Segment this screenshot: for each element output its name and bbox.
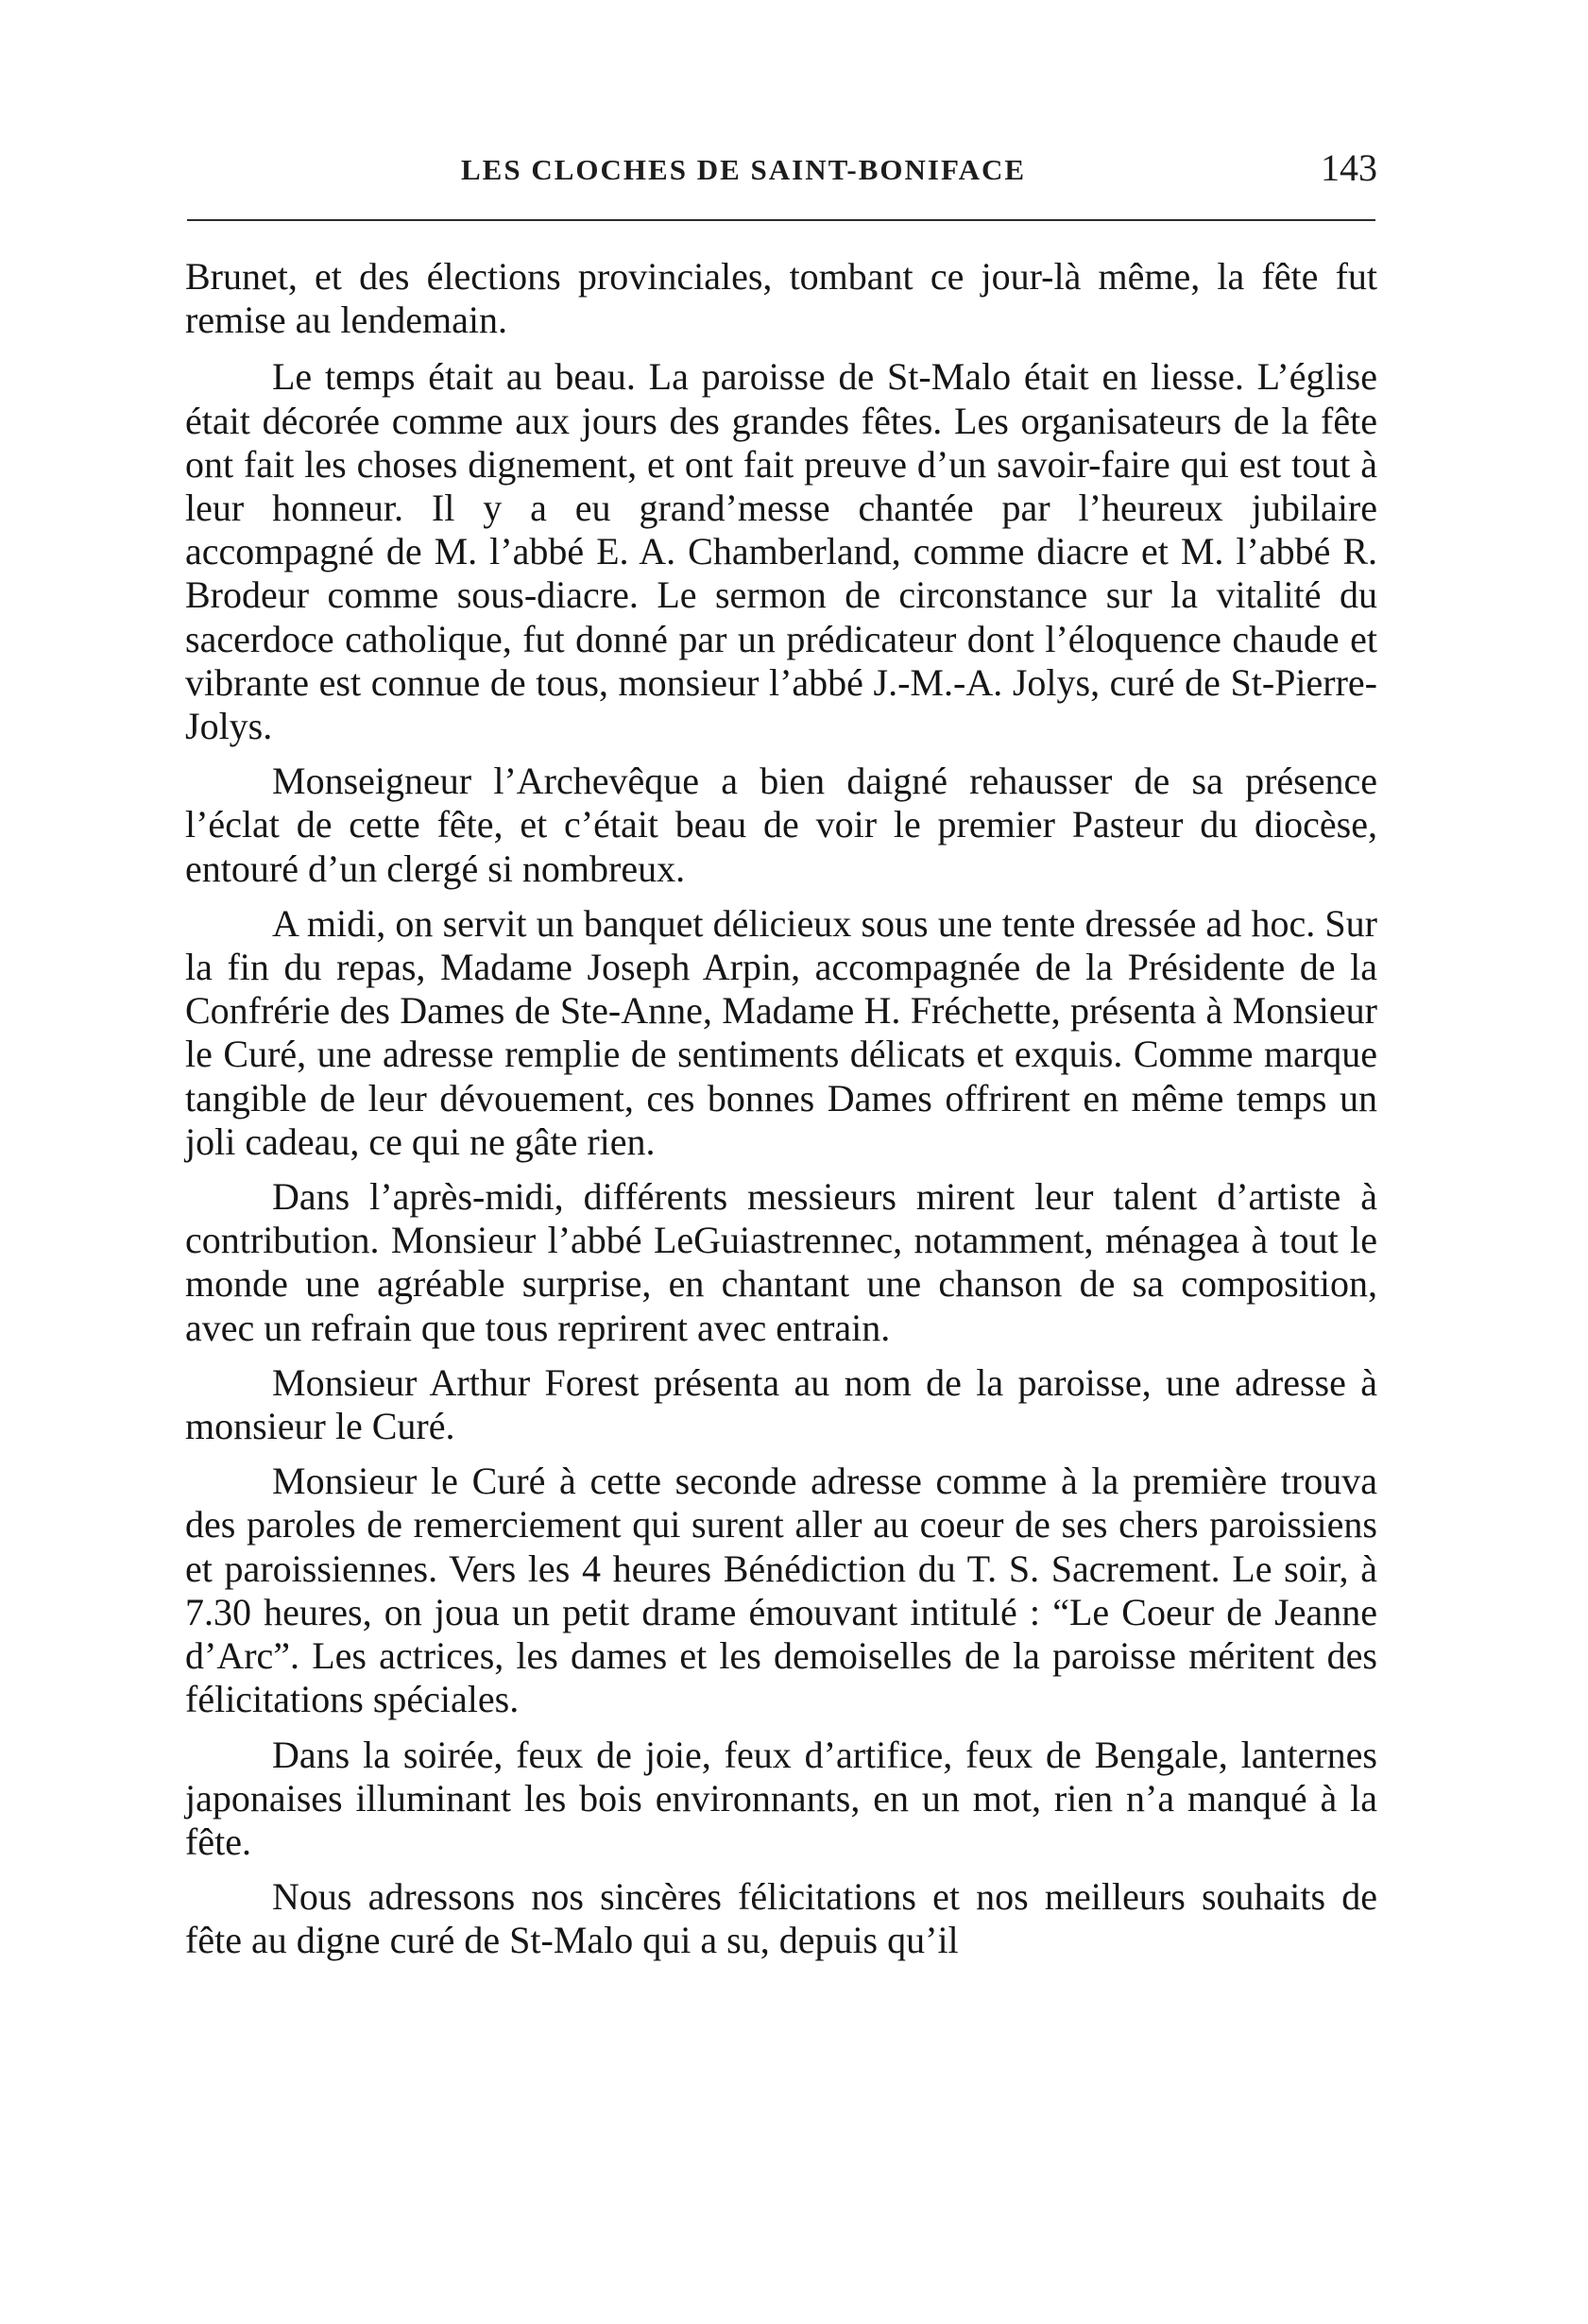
running-title: LES CLOCHES DE SAINT-BONIFACE (461, 153, 1027, 186)
paragraph-reply-drama: Monsieur le Curé à cette seconde adresse comme à la première trouva des paroles de remerciement qui surent aller au coeur de ses chers paroissiens et paroissiennes. Vers les 4 heures Bénédiction du T. S. Sacrement. Le soir, à 7.30 heures, on joua un petit drame émouvant intitulé : “Le Coeur de Jeanne d’Arc”. Les actrices, les dames et les demoiselles de la paroisse méritent des félicitations spéciales. (185, 1460, 1377, 1721)
header-rule (187, 219, 1375, 221)
body-text (185, 255, 1377, 1963)
paragraph-feast-mass: Le temps était au beau. La paroisse de St-Malo était en liesse. L’église était décorée comme aux jours des grandes fêtes. Les organisateurs de la fête ont fait les choses dignement, et ont fait preuve d’un savoir-faire qui est tout à leur honneur. Il y a eu grand’messe chantée par l’heureux jubilaire accompagné de M. l’abbé E. A. Chamberland, comme diacre et M. l’abbé R. Brodeur comme sous-diacre. Le sermon de circonstance sur la vitalité du sacerdoce catholique, fut donné par un prédicateur dont l’éloquence chaude et vibrante est connue de tous, monsieur l’abbé J.-M.-A. Jolys, curé de St-Pierre-Jolys. (185, 355, 1377, 748)
paragraph-archbishop: Monseigneur l’Archevêque a bien daigné rehausser de sa présence l’éclat de cette fête, et c’était beau de voir le premier Pasteur du diocèse, entouré d’un clergé si nombreux. (185, 760, 1377, 890)
paragraph-congratulations: Nous adressons nos sincères félicitations et nos meilleurs souhaits de fête au digne curé de St-Malo qui a su, depuis qu’il (185, 1875, 1377, 1962)
paragraph-banquet: A midi, on servit un banquet délicieux sous une tente dressée ad hoc. Sur la fin du repas, Madame Joseph Arpin, accompagnée de la Présidente de la Confrérie des Dames de Ste-Anne, Madame H. Fréchette, présenta à Monsieur le Curé, une adresse remplie de sentiments délicats et exquis. Comme marque tangible de leur dévouement, ces bonnes Dames offrirent en même temps un joli cadeau, ce qui ne gâte rien. (185, 901, 1377, 1163)
page-number: 143 (1321, 146, 1377, 189)
paragraph-parish-address: Monsieur Arthur Forest présenta au nom de la paroisse, une adresse à monsieur le Curé. (185, 1360, 1377, 1448)
paragraph-afternoon: Dans l’après-midi, différents messieurs mirent leur talent d’artiste à contribution. Monsieur l’abbé LeGuiastrennec, notamment, ménagea à tout le monde une agréable surprise, en chantant une chanson de sa composition, avec un refrain que tous reprirent avec entrain. (185, 1175, 1377, 1349)
running-head (187, 142, 1377, 189)
paragraph-evening: Dans la soirée, feux de joie, feux d’artifice, feux de Bengale, lanternes japonaises illuminant les bois environnants, en un mot, rien n’a manqué à la fête. (185, 1733, 1377, 1863)
paragraph-continuation: Brunet, et des élections provinciales, tombant ce jour-là même, la fête fut remise au lendemain. (185, 255, 1377, 342)
